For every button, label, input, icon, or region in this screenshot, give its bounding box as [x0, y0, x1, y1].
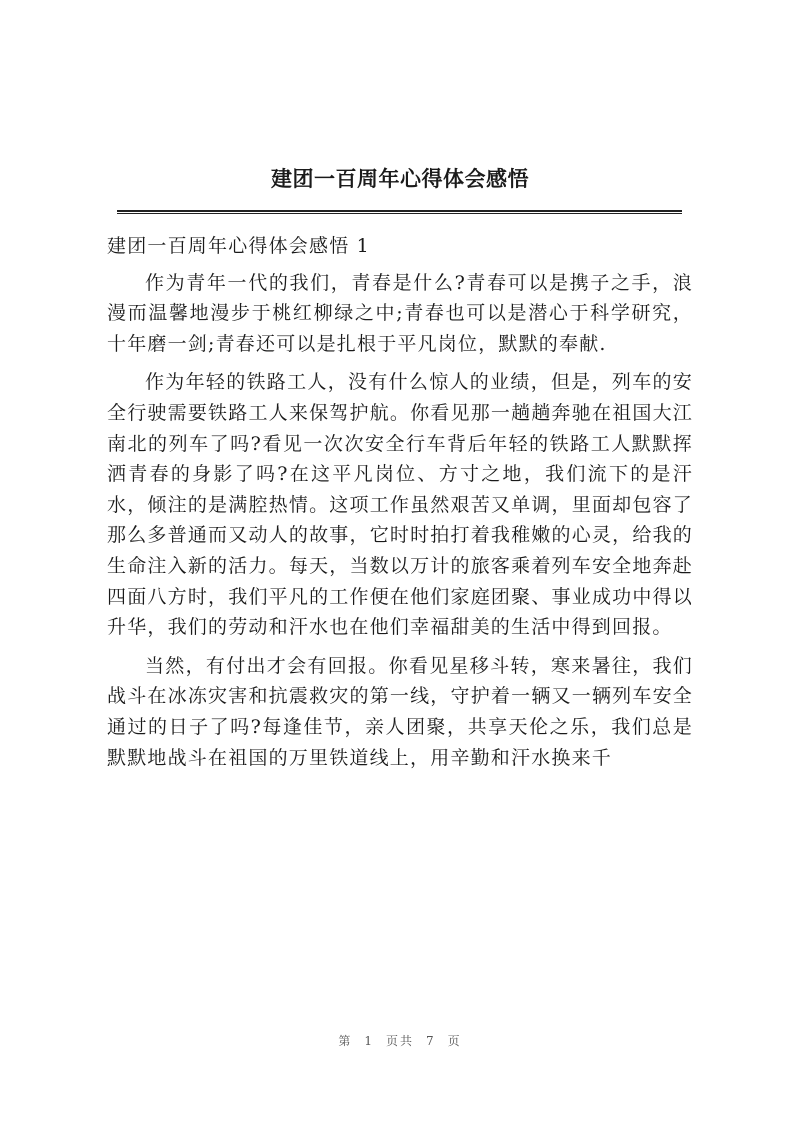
- page-title: 建团一百周年心得体会感悟: [271, 167, 529, 191]
- paragraph-1: 作为青年一代的我们，青春是什么?青春可以是携子之手，浪漫而温馨地漫步于桃红柳绿之中;青春也可以是潜心于科学研究，十年磨一剑;青春还可以是扎根于平凡岗位，默默的奉献.: [107, 271, 693, 355]
- footer-middle: 页共: [385, 1034, 414, 1048]
- page-footer: [0, 1032, 800, 1049]
- footer-suffix: 页: [447, 1034, 462, 1048]
- footer-prefix: 第: [338, 1034, 353, 1048]
- paragraph-2: 作为年轻的铁路工人，没有什么惊人的业绩，但是，列车的安全行驶需要铁路工人来保驾护航。你看见那一趟趟奔驰在祖国大江南北的列车了吗?看见一次次安全行车背后年轻的铁路工人默默挥洒青春的身影了吗?在这平凡岗位、方寸之地，我们流下的是汗水，倾注的是满腔热情。这项工作虽然艰苦又单调，里面却包容了那么多普通而又动人的故事，它时时拍打着我稚嫩的心灵，给我的生命注入新的活力。每天，当数以万计的旅客乘着列车安全地奔赴四面八方时，我们平凡的工作便在他们家庭团聚、事业成功中得以升华，我们的劳动和汗水也在他们幸福甜美的生活中得到回报。: [107, 371, 693, 639]
- footer-page-number: 1: [364, 1034, 374, 1048]
- footer-total-pages: 7: [426, 1034, 436, 1048]
- title-divider: [117, 210, 682, 214]
- document-body: [107, 231, 693, 781]
- paragraph-3: 当然，有付出才会有回报。你看见星移斗转，寒来暑往，我们战斗在冰冻灾害和抗震救灾的第一线，守护着一辆又一辆列车安全通过的日子了吗?每逢佳节，亲人团聚，共享天伦之乐，我们总是默默地战斗在祖国的万里铁道线上，用辛勤和汗水换来千: [107, 654, 693, 769]
- section-heading: 建团一百周年心得体会感悟 1: [107, 235, 370, 257]
